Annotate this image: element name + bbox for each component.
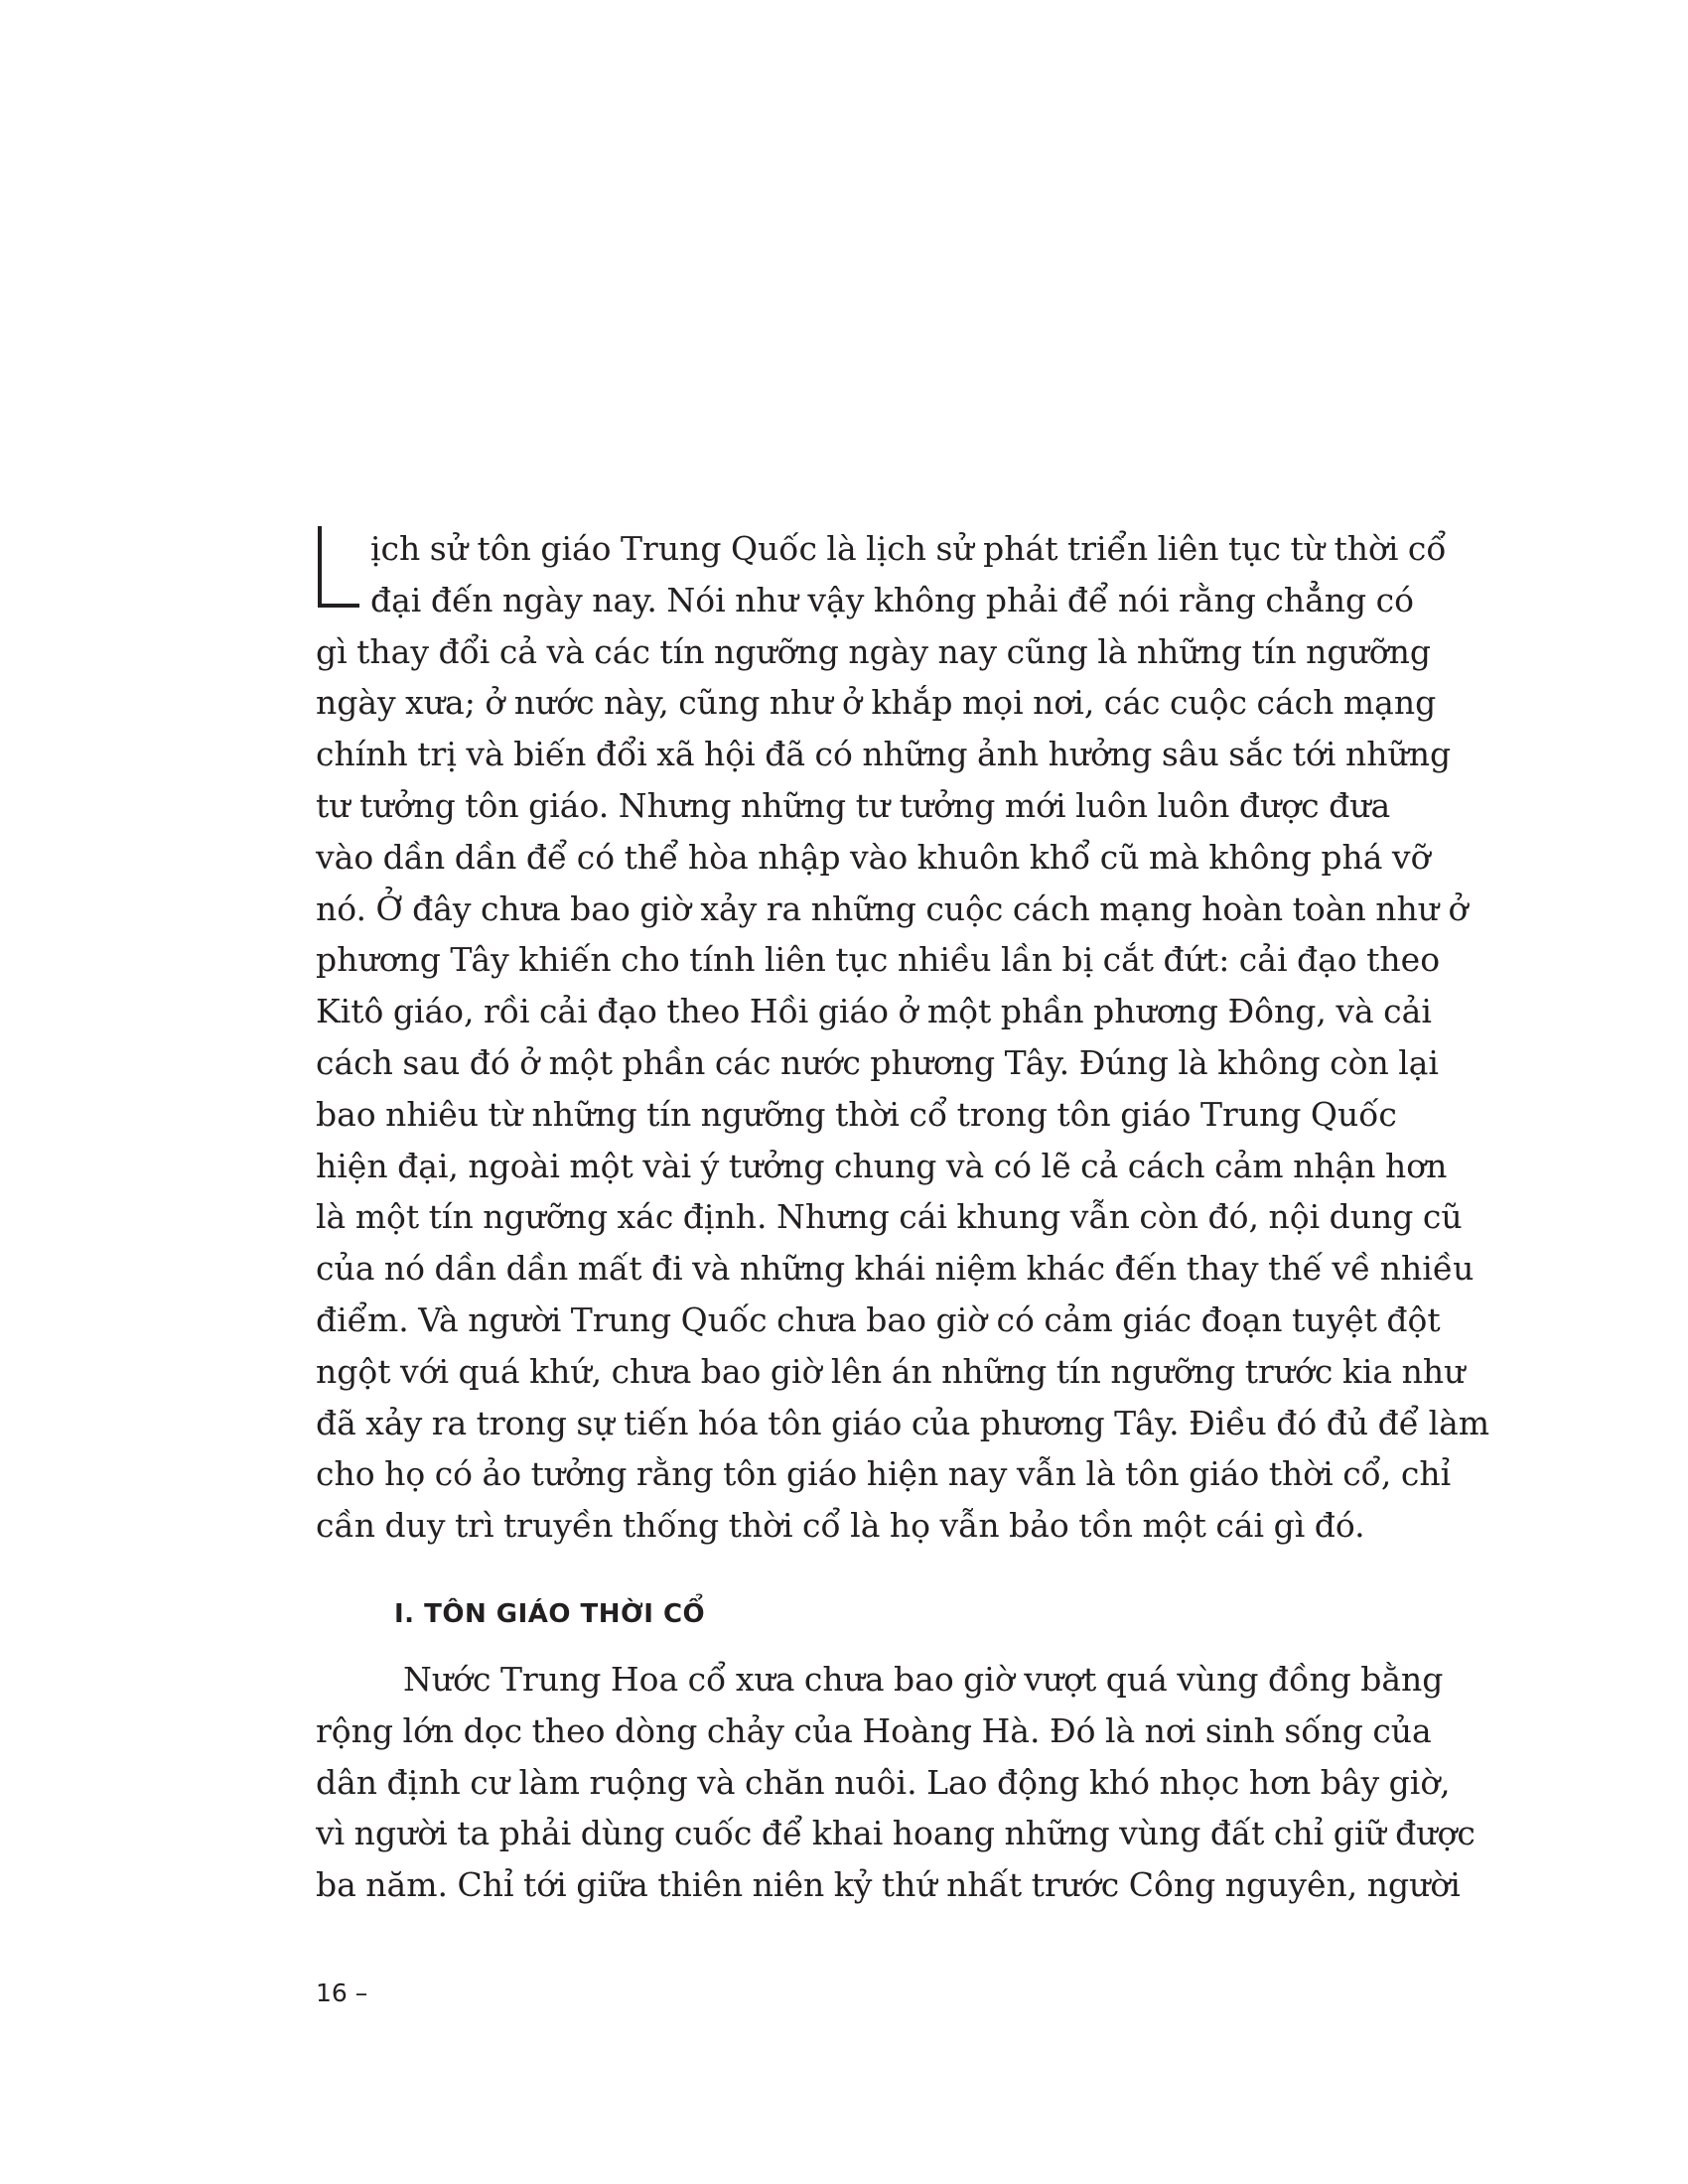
paragraph-line: ngột với quá khứ, chưa bao giờ lên án những tín ngưỡng trước kia như [316,1351,1466,1391]
paragraph-line: dân định cư làm ruộng và chăn nuôi. Lao động khó nhọc hơn bây giờ, [316,1762,1451,1802]
paragraph-line: tư tưởng tôn giáo. Nhưng những tư tưởng mới luôn luôn được đưa [316,785,1391,825]
paragraph-line: gì thay đổi cả và các tín ngưỡng ngày nay cũng là những tín ngưỡng [316,631,1431,671]
paragraph-line: Nước Trung Hoa cổ xưa chưa bao giờ vượt quá vùng đồng bằng [403,1660,1444,1699]
paragraph-line: chính trị và biến đổi xã hội đã có những ảnh hưởng sâu sắc tới những [316,735,1452,774]
paragraph-line: cách sau đó ở một phần các nước phương Tây. Đúng là không còn lại [316,1042,1439,1082]
paragraph-line: phương Tây khiến cho tính liên tục nhiều lần bị cắt đứt: cải đạo theo [316,940,1441,980]
paragraph-line: Kitô giáo, rồi cải đạo theo Hồi giáo ở một phần phương Đông, và cải [316,992,1432,1031]
paragraph-ancient-religion [316,1654,1476,1911]
paragraph-line: là một tín ngưỡng xác định. Nhưng cái khung vẫn còn đó, nội dung cũ [316,1197,1463,1237]
paragraph-line: cho họ có ảo tưởng rằng tôn giáo hiện nay vẫn là tôn giáo thời cổ, chỉ [316,1454,1452,1494]
section-heading: I. TÔN GIÁO THỜI CỔ [394,1599,706,1629]
paragraph-line: đã xảy ra trong sự tiến hóa tôn giáo của phương Tây. Điều đó đủ để làm [316,1403,1490,1442]
paragraph-line: đại đến ngày nay. Nói như vậy không phải để nói rằng chẳng có [370,580,1414,619]
paragraph-line: điểm. Và người Trung Quốc chưa bao giờ có cảm giác đoạn tuyệt đột [316,1299,1441,1339]
paragraph-line: của nó dần dần mất đi và những khái niệm khác đến thay thế về nhiều [316,1249,1475,1289]
paragraph-line: nó. Ở đây chưa bao giờ xảy ra những cuộc cách mạng hoàn toàn như ở [316,888,1469,928]
paragraph-line: ngày xưa; ở nước này, cũng như ở khắp mọi nơi, các cuộc cách mạng [316,683,1437,723]
paragraph-line: cần duy trì truyền thống thời cổ là họ vẫn bảo tồn một cái gì đó. [316,1506,1365,1546]
page-number: 16 – [316,1979,368,2007]
paragraph-line: ba năm. Chỉ tới giữa thiên niên kỷ thứ nhất trước Công nguyên, người [316,1865,1461,1905]
paragraph-line: bao nhiêu từ những tín ngưỡng thời cổ trong tôn giáo Trung Quốc [316,1094,1397,1134]
paragraph-line: rộng lớn dọc theo dòng chảy của Hoàng Hà. Đó là nơi sinh sống của [316,1710,1432,1750]
paragraph-line: hiện đại, ngoài một vài ý tưởng chung và có lẽ cả cách cảm nhận hơn [316,1146,1448,1185]
paragraph-line: ịch sử tôn giáo Trung Quốc là lịch sử phát triển liên tục từ thời cổ [370,529,1447,568]
paragraph-intro [316,523,1490,1552]
paragraph-line: vào dần dần để có thể hòa nhập vào khuôn khổ cũ mà không phá vỡ [316,837,1431,877]
paragraph-line: vì người ta phải dùng cuốc để khai hoang những vùng đất chỉ giữ được [316,1814,1476,1853]
